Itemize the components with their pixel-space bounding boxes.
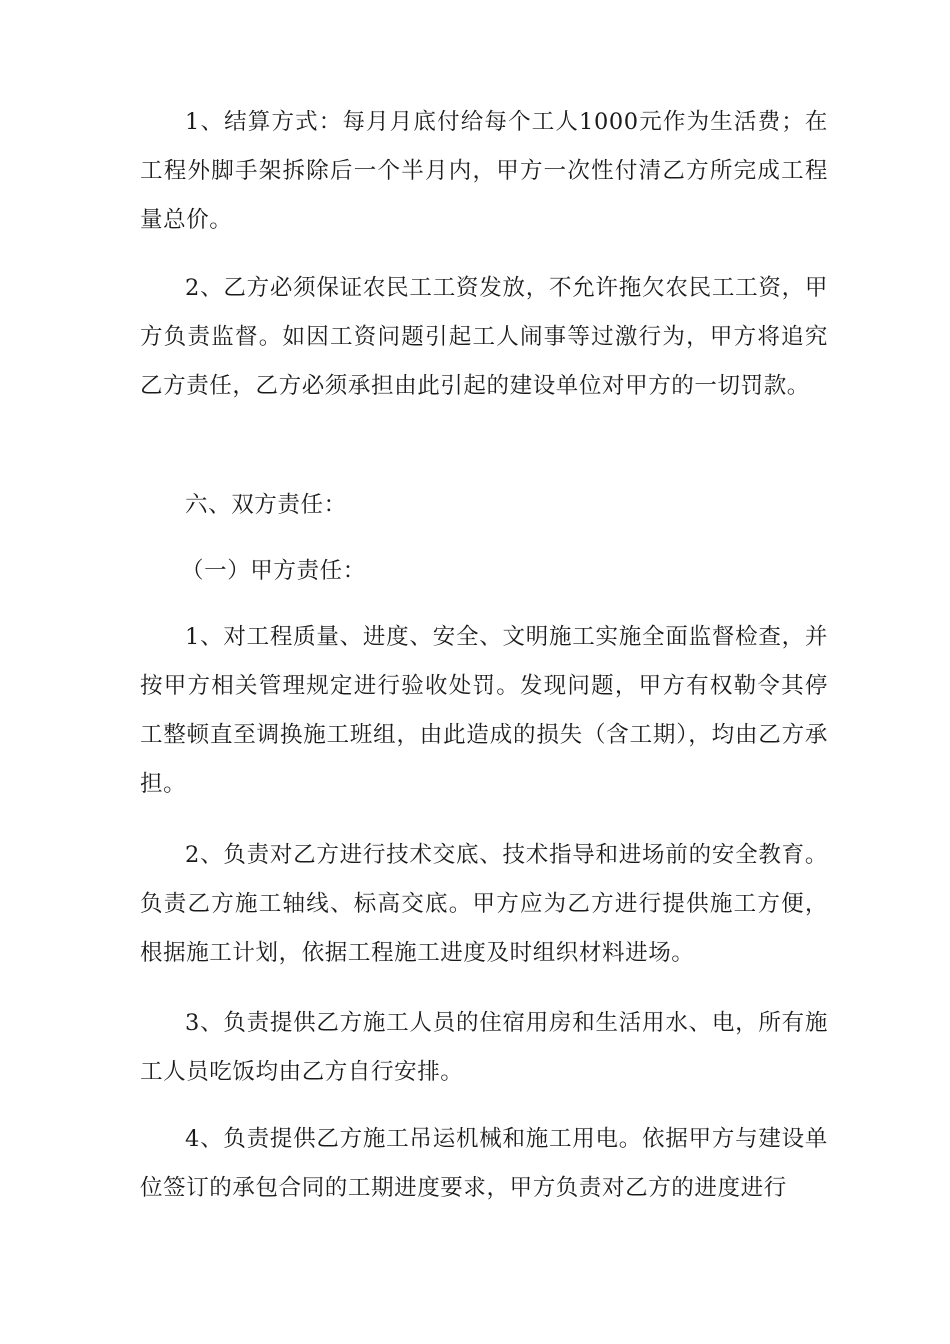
paragraph-party-a-item-1: 1、对工程质量、进度、安全、文明施工实施全面监督检查，并按甲方相关管理规定进行验收处罚。发现问题，甲方有权勒令其停工整顿直至调换施工班组，由此造成的损失（含工期），均由乙方承担。	[140, 624, 828, 797]
paragraph-settlement-method: 1、结算方式：每月月底付给每个工人1000元作为生活费；在工程外脚手架拆除后一个半月内，甲方一次性付清乙方所完成工程量总价。	[140, 109, 828, 233]
paragraph-party-a-item-3: 3、负责提供乙方施工人员的住宿用房和生活用水、电，所有施工人员吃饭均由乙方自行安排。	[140, 1010, 828, 1085]
paragraph-party-a-item-4: 4、负责提供乙方施工吊运机械和施工用电。依据甲方与建设单位签订的承包合同的工期进度要求，甲方负责对乙方的进度进行	[140, 1126, 828, 1201]
paragraph-party-a-item-2: 2、负责对乙方进行技术交底、技术指导和进场前的安全教育。负责乙方施工轴线、标高交底。甲方应为乙方进行提供施工方便，根据施工计划，依据工程施工进度及时组织材料进场。	[140, 842, 828, 966]
paragraph-wage-guarantee: 2、乙方必须保证农民工工资发放，不允许拖欠农民工工资，甲方负责监督。如因工资问题引起工人闹事等过激行为，甲方将追究乙方责任，乙方必须承担由此引起的建设单位对甲方的一切罚款。	[140, 275, 828, 399]
section-heading-mutual-responsibilities: 六、双方责任：	[185, 492, 347, 518]
subsection-heading-party-a-responsibilities: （一）甲方责任：	[181, 558, 366, 584]
